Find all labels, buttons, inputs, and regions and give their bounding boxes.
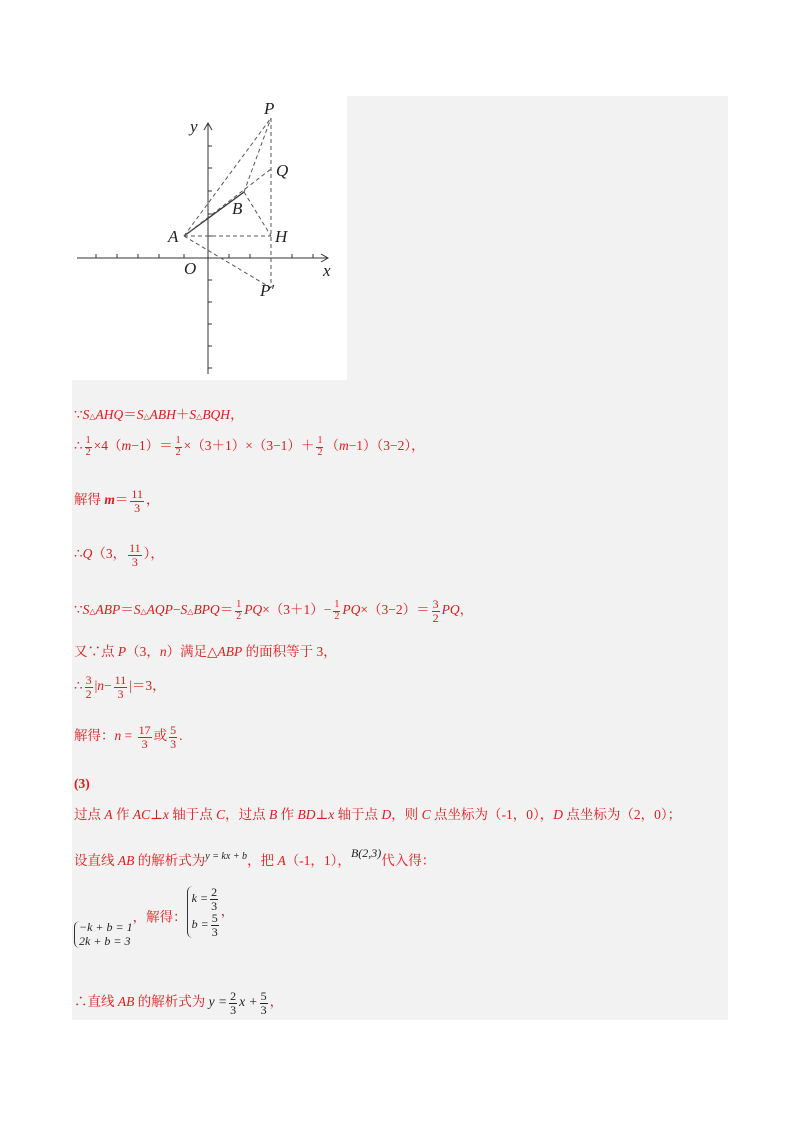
s-symbol: S <box>180 602 188 618</box>
eq-sign: ＝ <box>219 602 234 618</box>
fraction-11-3: $\frac{11}{3}$ <box>131 487 143 515</box>
because-symbol: ∵ <box>74 407 83 422</box>
label-x: x <box>323 261 331 280</box>
therefore-symbol: ∴ <box>74 546 83 562</box>
line-set-ab: 设直线 AB 的解析式为$^{y = kx + b}$，把 A（-1，1），B(2,3)代入得： <box>74 846 436 868</box>
label-P-prime: P′ <box>260 281 275 300</box>
fraction-5-3: $\frac{5}{3}$ <box>260 989 267 1017</box>
fraction-half: $\frac{1}{2}$ <box>85 435 91 458</box>
label-y: y <box>190 117 198 136</box>
segment-pq: PQ <box>441 602 460 618</box>
fraction-2-3: $\frac{2}{3}$ <box>230 989 237 1017</box>
minus-sign: − <box>172 602 181 618</box>
var-m: m <box>121 438 132 454</box>
eq-part: ×（3＋1）− <box>262 602 332 618</box>
eq-sign: ＝ <box>114 492 129 508</box>
eq-part: ×（3−2）＝ <box>360 602 430 618</box>
fraction-three-half: $\frac{3}{2}$ <box>85 673 92 701</box>
condition-prefix: 又∵点 <box>74 644 118 659</box>
tri-abh: ABH <box>149 407 176 422</box>
solve-label: 解得 <box>74 492 105 508</box>
figure-svg <box>72 96 347 380</box>
eq-sign: = <box>121 728 136 744</box>
line-condition <box>74 643 337 661</box>
segment-pq: PQ <box>342 602 361 618</box>
period: . <box>179 728 183 744</box>
line-area-relation <box>74 406 244 426</box>
fraction-half: $\frac{1}{2}$ <box>317 435 323 458</box>
label-O: O <box>184 259 197 278</box>
line-abs-equation <box>74 674 166 700</box>
line-point-q <box>74 542 164 568</box>
solution-system: k = $\frac{2}{3}$ b = $\frac{5}{3}$ <box>187 886 221 938</box>
s-symbol: S <box>189 407 197 422</box>
therefore-symbol: ∴ <box>74 678 83 694</box>
label-H: H <box>275 227 288 246</box>
line-ab-result: ∴直线 AB 的解析式为 y = $\frac{2}{3}$ x + $\frac{5}{3}$ ， <box>74 989 284 1017</box>
therefore-symbol: ∴ <box>74 438 83 454</box>
plus-sign: ＋ <box>175 407 190 422</box>
line-perpendiculars: 过点 A 作 AC⊥x 轴于点 C，过点 B 作 BD⊥x 轴于点 D，则 C 点坐标为（-1，0），D 点坐标为（2，0）； <box>74 807 682 822</box>
var-n: n <box>114 728 122 744</box>
point-q: Q <box>82 546 93 562</box>
line-system <box>74 886 234 948</box>
tri-ahq: AHQ <box>95 407 124 422</box>
segment-pq: PQ <box>244 602 263 618</box>
point-b-coords: B(2,3) <box>350 846 382 860</box>
var-n: n <box>159 644 167 659</box>
condition-mid: ）满足△ <box>166 644 218 659</box>
coord-open: （3， <box>126 644 160 659</box>
line-area-abp <box>74 598 473 624</box>
line-solve-n <box>74 724 183 750</box>
fraction-11-3: $\frac{11}{3}$ <box>114 673 127 701</box>
s-symbol: S <box>136 407 144 422</box>
coord-open: （3， <box>92 546 127 562</box>
fraction-11-3: $\frac{11}{3}$ <box>129 541 141 569</box>
label-A: A <box>168 227 179 246</box>
solve-label: 解得： <box>74 728 115 744</box>
fraction-half: $\frac{1}{2}$ <box>175 435 181 458</box>
abs-end: |＝3， <box>129 678 166 694</box>
minus-sign: − <box>104 678 112 694</box>
eq-part: ×4（ <box>93 438 122 454</box>
x-ticks <box>96 254 313 258</box>
or-word: 或 <box>153 728 168 744</box>
fraction-17-3: $\frac{17}{3}$ <box>138 723 151 751</box>
eq-part: −1）（3−2）， <box>348 438 425 454</box>
tri-bpq: BPQ <box>193 602 220 618</box>
triangle-sub: △ <box>143 412 150 421</box>
eq-part: （ <box>325 438 339 454</box>
s-symbol: S <box>82 407 90 422</box>
tri-abp: ABP <box>217 644 243 659</box>
fraction-half: $\frac{1}{2}$ <box>236 599 242 622</box>
comma: ， <box>220 903 235 919</box>
tri-abp: ABP <box>95 602 121 618</box>
s-symbol: S <box>133 602 141 618</box>
tri-aqp: AQP <box>146 602 173 618</box>
label-P: P <box>264 99 275 118</box>
equation-system: −k + b = 1 2k + b = 3 <box>74 921 133 947</box>
abs-bar: | <box>94 678 98 694</box>
because-symbol: ∵ <box>74 602 83 618</box>
comma: ， <box>459 602 474 618</box>
tri-bqh: BQH <box>202 407 231 422</box>
solve-label: ，解得： <box>132 909 187 925</box>
triangle-sub: △ <box>89 412 96 421</box>
fraction-5-3: $\frac{5}{3}$ <box>170 723 177 751</box>
triangle-sub: △ <box>140 607 147 617</box>
fraction-three-half: $\frac{3}{2}$ <box>432 597 439 625</box>
general-linear-form: y = kx + b <box>205 851 248 862</box>
s-symbol: S <box>82 602 90 618</box>
dashed-lines <box>184 118 271 288</box>
var-m: m <box>104 492 115 508</box>
point-p: P <box>117 644 127 659</box>
var-n: n <box>97 678 105 694</box>
part-3-heading: (3) <box>74 776 90 791</box>
triangle-sub: △ <box>196 412 203 421</box>
comma: ， <box>230 407 244 422</box>
eq-part: −1）＝ <box>131 438 173 454</box>
fraction-half: $\frac{1}{2}$ <box>334 599 340 622</box>
condition-suffix: 的面积等于 3， <box>242 644 337 659</box>
coordinate-figure <box>72 96 347 380</box>
line-solve-m <box>74 488 159 514</box>
eq-sign: ＝ <box>123 407 137 422</box>
label-Q: Q <box>276 161 289 180</box>
y-ticks <box>208 146 212 368</box>
eq-sign: ＝ <box>120 602 134 618</box>
var-m: m <box>338 438 349 454</box>
eq-part: ×（3＋1）×（3−1）＋ <box>183 438 315 454</box>
coord-close: ）， <box>143 546 164 562</box>
triangle-sub: △ <box>187 607 194 617</box>
shaded-panel-top <box>347 96 728 380</box>
comma: ， <box>145 492 160 508</box>
triangle-sub: △ <box>89 607 96 617</box>
label-B: B <box>232 199 243 218</box>
line-area-equation <box>74 436 425 458</box>
